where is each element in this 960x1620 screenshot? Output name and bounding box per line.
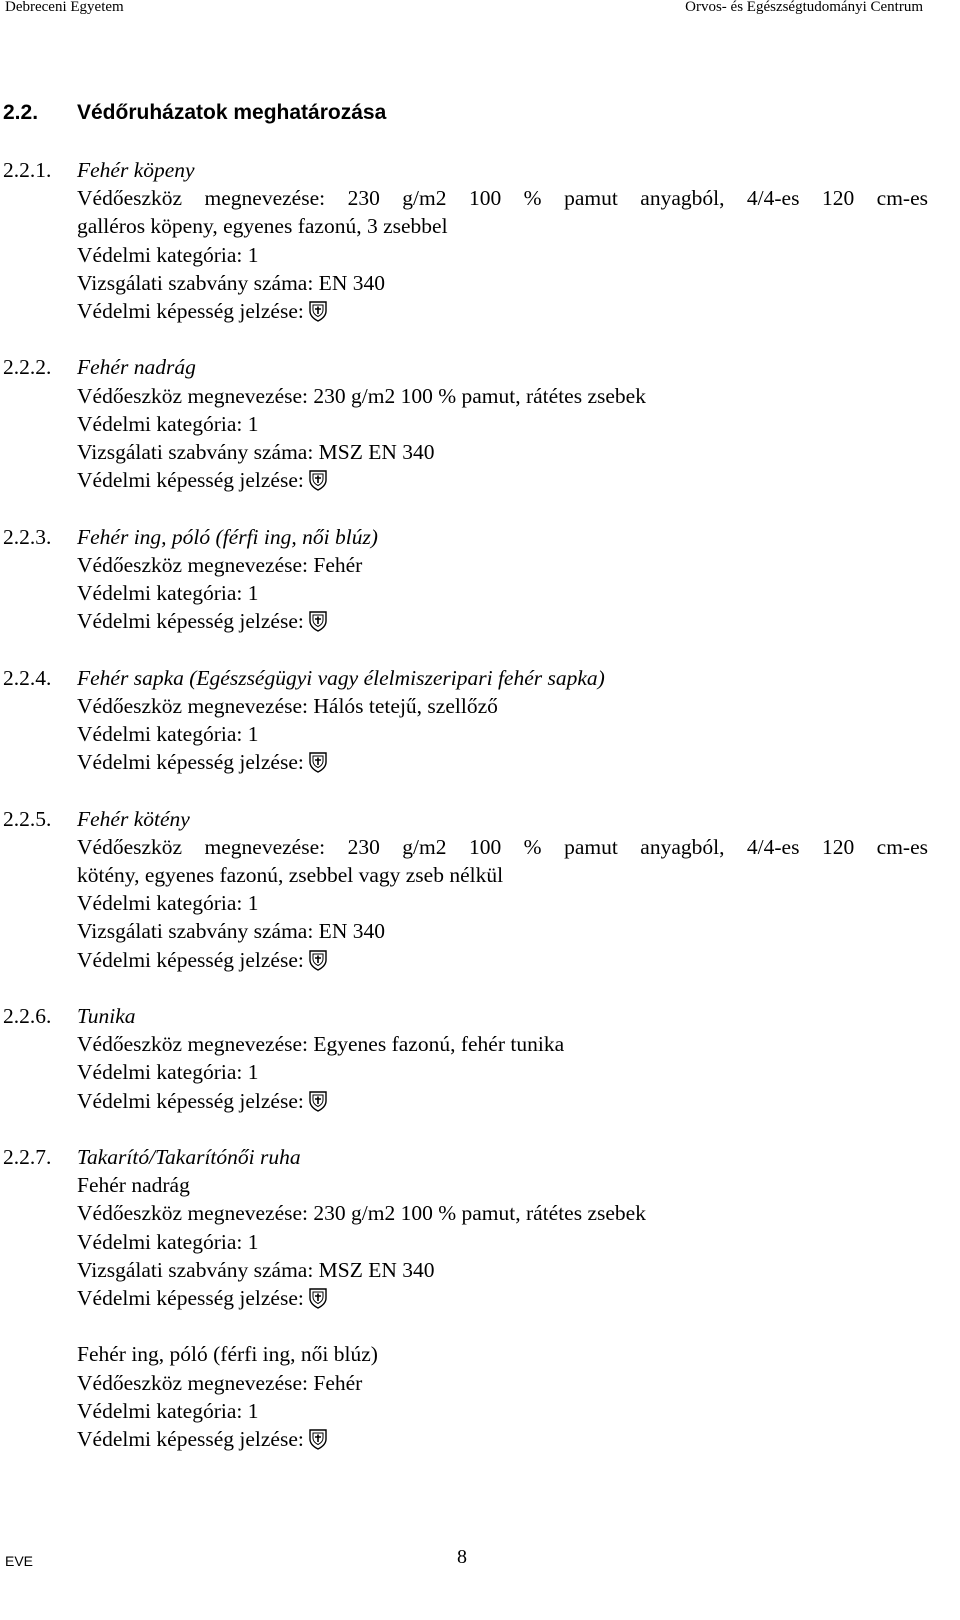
- item-capability: [3, 946, 928, 974]
- item-capability: [3, 466, 928, 494]
- item-number: 2.2.1.: [3, 158, 52, 182]
- item-feher-ing: [3, 523, 928, 636]
- item-description: Védőeszköz megnevezése: Hálós tetejű, szellőző: [77, 693, 498, 718]
- item-category: Védelmi kategória: 1: [77, 722, 259, 747]
- subitem-nadrag: [3, 1171, 928, 1312]
- section-heading: Védőruházatok meghatározása: [77, 101, 387, 124]
- capability-label: Védelmi képesség jelzése:: [77, 299, 304, 324]
- protection-shield-icon: [308, 610, 328, 632]
- capability-label: Védelmi képesség jelzése:: [77, 1427, 304, 1452]
- page-number: 8: [457, 1546, 467, 1568]
- protection-shield-icon: [308, 751, 328, 773]
- item-standard: Vizsgálati szabvány száma: MSZ EN 340: [77, 1257, 435, 1282]
- item-capability: [3, 748, 928, 776]
- footer-label: EVE: [5, 1553, 34, 1569]
- item-number: 2.2.2.: [3, 355, 52, 380]
- header-centre: Orvos- és Egészségtudományi Centrum: [685, 0, 923, 15]
- capability-label: Védelmi képesség jelzése:: [77, 609, 304, 634]
- protection-shield-icon: [308, 469, 328, 491]
- capability-label: Védelmi képesség jelzése:: [77, 1088, 304, 1113]
- item-description: Védőeszköz megnevezése: 230 g/m2 100 % pamut anyagból, 4/4-es 120 cm-es: [77, 834, 928, 859]
- item-description: Védőeszköz megnevezése: Egyenes fazonú, fehér tunika: [77, 1032, 565, 1057]
- item-number: 2.2.3.: [3, 524, 52, 549]
- item-category: Védelmi kategória: 1: [77, 581, 259, 606]
- item-title: Fehér nadrág: [77, 355, 196, 380]
- item-capability: [3, 1284, 928, 1312]
- capability-label: Védelmi képesség jelzése:: [77, 1286, 304, 1311]
- item-category: Védelmi kategória: 1: [77, 1060, 259, 1085]
- protection-shield-icon: [308, 300, 328, 322]
- item-title: Tunika: [77, 1004, 136, 1029]
- item-standard: Vizsgálati szabvány száma: MSZ EN 340: [77, 440, 435, 465]
- protection-shield-icon: [308, 949, 328, 971]
- item-title: Fehér kötény: [77, 806, 190, 831]
- item-number: 2.2.6.: [3, 1004, 52, 1029]
- protection-shield-icon: [308, 1287, 328, 1309]
- item-description: Védőeszköz megnevezése: 230 g/m2 100 % pamut, rátétes zsebek: [77, 1201, 646, 1226]
- item-category: Védelmi kategória: 1: [77, 411, 259, 436]
- item-feher-sapka: [3, 664, 928, 777]
- item-title: Takarító/Takarítónői ruha: [77, 1145, 301, 1170]
- capability-label: Védelmi képesség jelzése:: [77, 468, 304, 493]
- item-feher-koteny: [3, 805, 928, 974]
- protection-shield-icon: [308, 1428, 328, 1450]
- page-header: [0, 0, 960, 22]
- item-capability: [3, 297, 928, 325]
- item-description: Védőeszköz megnevezése: Fehér: [77, 552, 363, 577]
- item-capability: [3, 1425, 928, 1453]
- item-capability: [3, 607, 928, 635]
- item-standard: Vizsgálati szabvány száma: EN 340: [77, 270, 385, 295]
- item-number: 2.2.7.: [3, 1145, 52, 1170]
- item-description-cont: galléros köpeny, egyenes fazonú, 3 zsebbel: [77, 214, 448, 239]
- item-description: Védőeszköz megnevezése: Fehér: [77, 1370, 363, 1395]
- section-title: [3, 101, 386, 125]
- subitem-ing: [3, 1340, 928, 1453]
- item-feher-nadrag: [3, 353, 928, 494]
- item-category: Védelmi kategória: 1: [77, 1398, 259, 1423]
- item-title: Fehér sapka (Egészségügyi vagy élelmiszeripari fehér sapka): [77, 665, 605, 690]
- item-number: 2.2.4.: [3, 665, 52, 690]
- item-category: Védelmi kategória: 1: [77, 1229, 259, 1254]
- item-title: Fehér köpeny: [77, 158, 195, 182]
- item-description-cont: kötény, egyenes fazonú, zsebbel vagy zseb nélkül: [77, 863, 504, 888]
- page-footer: [0, 1545, 960, 1575]
- item-capability: [3, 1087, 928, 1115]
- subitem-heading: Fehér ing, póló (férfi ing, női blúz): [77, 1342, 378, 1367]
- item-number: 2.2.5.: [3, 806, 52, 831]
- section-number: 2.2.: [3, 101, 39, 124]
- header-institution: Debreceni Egyetem: [5, 0, 124, 15]
- subitem-heading: Fehér nadrág: [77, 1173, 190, 1198]
- capability-label: Védelmi képesség jelzése:: [77, 947, 304, 972]
- capability-label: Védelmi képesség jelzése:: [77, 750, 304, 775]
- document-body: [3, 156, 928, 1453]
- item-title: Fehér ing, póló (férfi ing, női blúz): [77, 524, 378, 549]
- item-description: Védőeszköz megnevezése: 230 g/m2 100 % pamut anyagból, 4/4-es 120 cm-es: [77, 186, 928, 211]
- item-takarito-ruha: [3, 1143, 928, 1453]
- item-category: Védelmi kategória: 1: [77, 891, 259, 916]
- item-feher-kopeny: [3, 156, 928, 325]
- protection-shield-icon: [308, 1090, 328, 1112]
- item-tunika: [3, 1002, 928, 1115]
- item-description: Védőeszköz megnevezése: 230 g/m2 100 % pamut, rátétes zsebek: [77, 383, 646, 408]
- item-category: Védelmi kategória: 1: [77, 242, 259, 267]
- item-standard: Vizsgálati szabvány száma: EN 340: [77, 919, 385, 944]
